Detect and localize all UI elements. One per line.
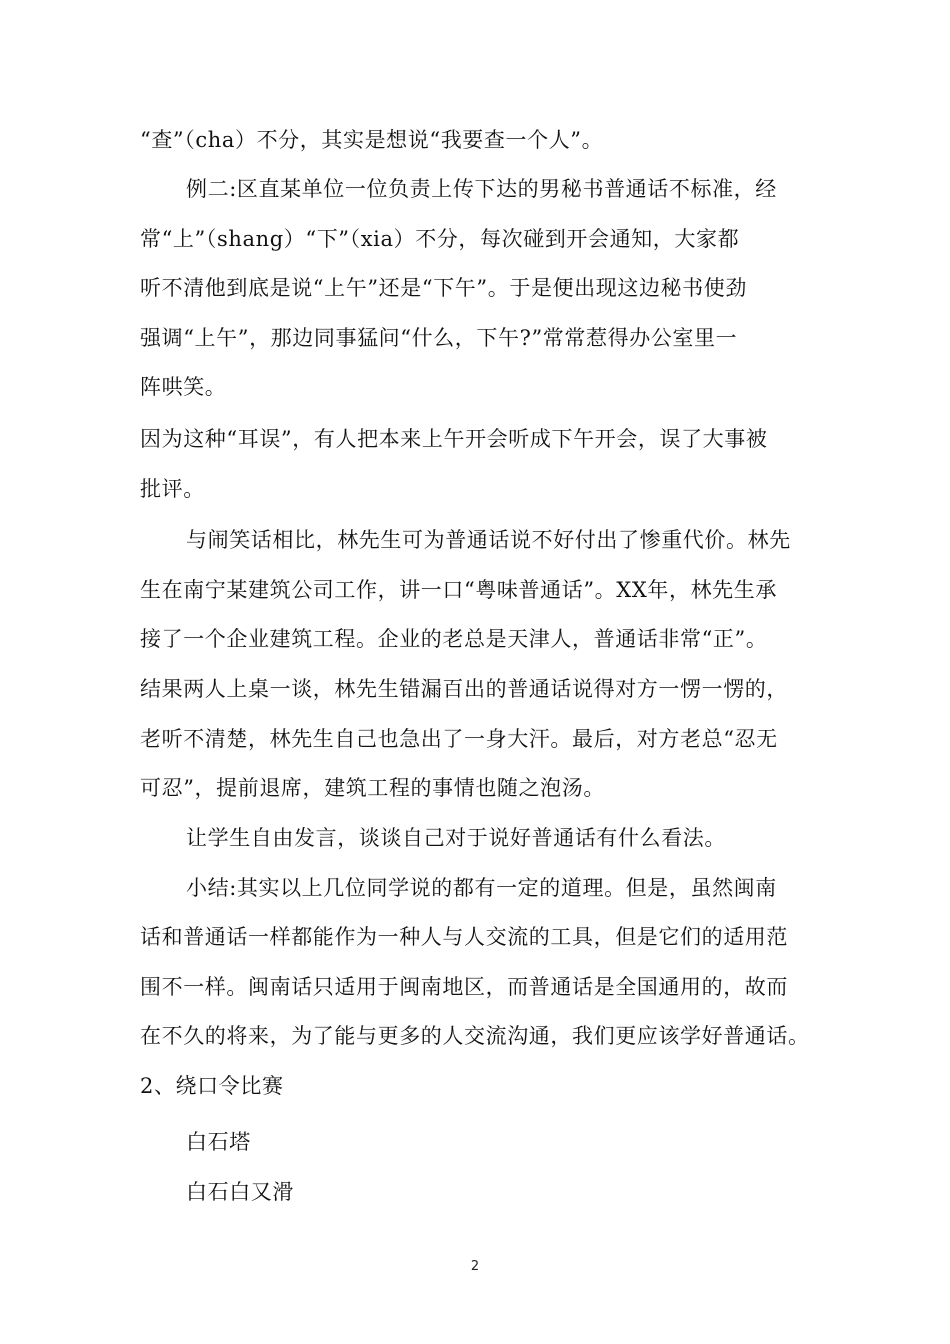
text-line: 强调“上午”，那边同事猛问“什么，下午?”常常惹得办公室里一: [140, 326, 738, 350]
section-heading-tongue-twister: 2、绕口令比赛: [140, 1074, 284, 1098]
tongue-twister-title: 白石塔: [186, 1130, 251, 1154]
text-line: 批评。: [140, 477, 205, 501]
text-line: 生在南宁某建筑公司工作，讲一口“粤味普通话”。XX年，林先生承: [140, 578, 777, 602]
text-line: 话和普通话一样都能作为一种人与人交流的工具，但是它们的适用范: [140, 925, 788, 949]
text-line: 可忍”，提前退席，建筑工程的事情也随之泡汤。: [140, 776, 605, 800]
text-line: 接了一个企业建筑工程。企业的老总是天津人，普通话非常“正”。: [140, 627, 768, 651]
text-line: 在不久的将来，为了能与更多的人交流沟通，我们更应该学好普通话。: [140, 1024, 810, 1048]
text-line: 听不清他到底是说“上午”还是“下午”。于是便出现这边秘书使劲: [140, 276, 747, 300]
paragraph-example-two-start: 例二:区直某单位一位负责上传下达的男秘书普通话不标准，经: [186, 177, 777, 201]
text-line: “查”（cha）不分，其实是想说“我要查一个人”。: [140, 128, 604, 152]
tongue-twister-line: 白石白又滑: [186, 1180, 294, 1204]
paragraph-student-discussion: 让学生自由发言，谈谈自己对于说好普通话有什么看法。: [186, 826, 726, 850]
text-line: 常“上”（shang）“下”（xia）不分，每次碰到开会通知，大家都: [140, 227, 740, 251]
paragraph-ear-error: 因为这种“耳误”，有人把本来上午开会听成下午开会，误了大事被: [140, 427, 768, 451]
text-line: 围不一样。闽南话只适用于闽南地区，而普通话是全国通用的，故而: [140, 975, 788, 999]
page-number: 2: [470, 1259, 480, 1274]
text-line: 阵哄笑。: [140, 375, 227, 399]
paragraph-mr-lin-start: 与闹笑话相比，林先生可为普通话说不好付出了惨重代价。林先: [186, 528, 791, 552]
text-line: 老听不清楚，林先生自己也急出了一身大汗。最后，对方老总“忍无: [140, 727, 778, 751]
text-line: 结果两人上桌一谈，林先生错漏百出的普通话说得对方一愣一愣的，: [140, 677, 788, 701]
paragraph-summary-start: 小结:其实以上几位同学说的都有一定的道理。但是，虽然闽南: [186, 876, 777, 900]
